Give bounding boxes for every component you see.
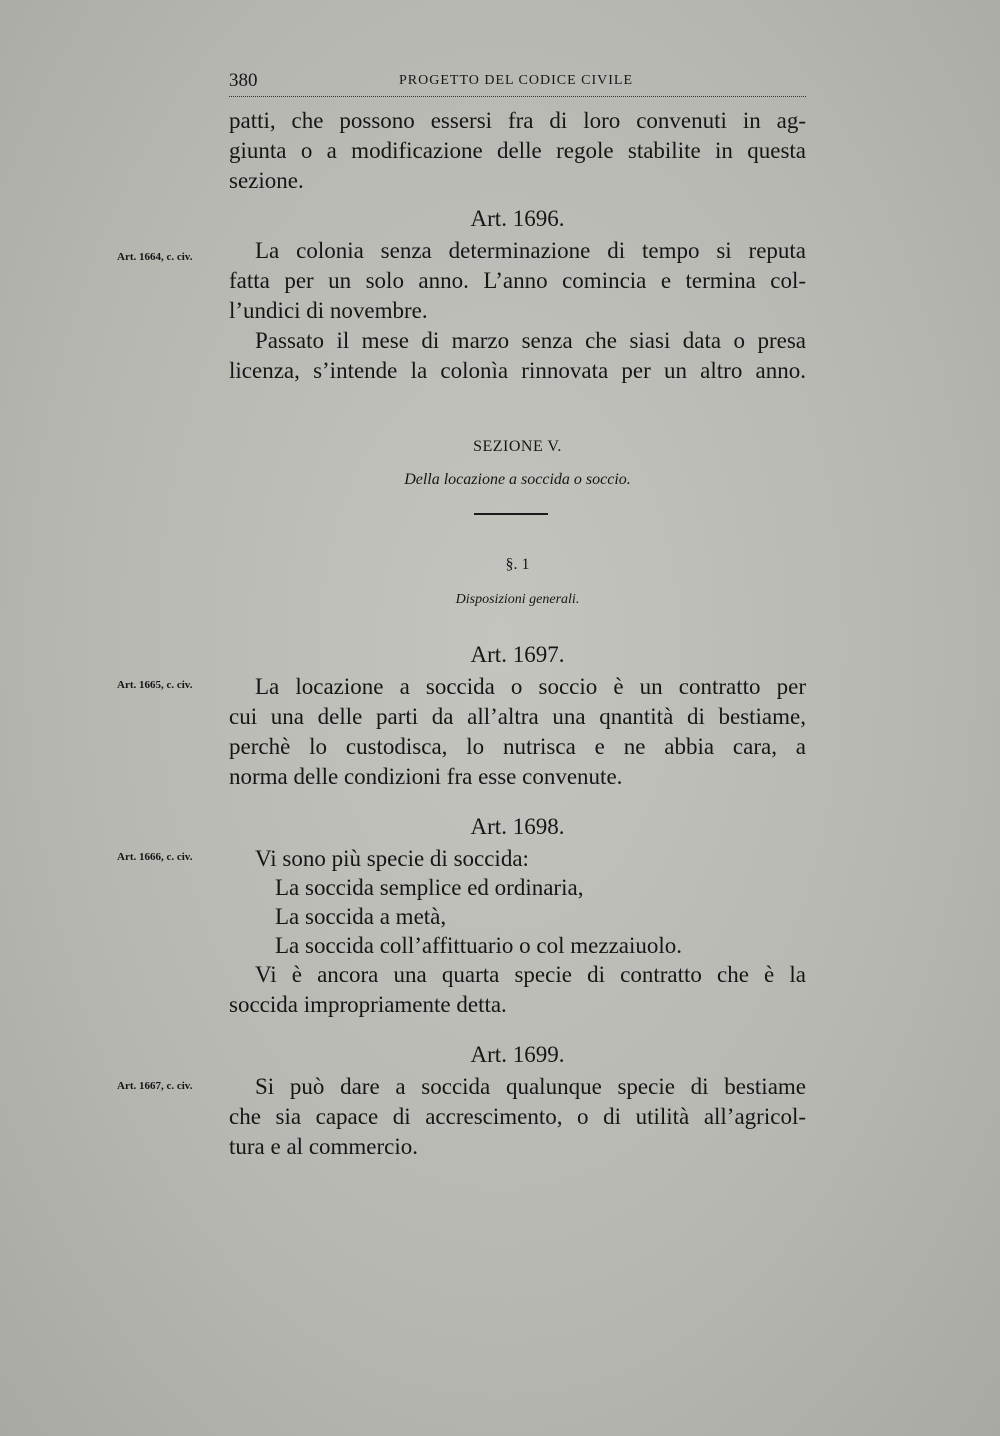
list-item: La soccida a metà, xyxy=(275,904,447,929)
section-title: SEZIONE V. xyxy=(473,438,562,455)
article-line: soccida impropriamente detta. xyxy=(229,992,507,1017)
intro-line: patti, che possono essersi fra di loro convenuti in ag- xyxy=(229,108,806,133)
article-line: Passato il mese di marzo senza che siasi data o presa xyxy=(255,328,806,353)
article-heading: Art. 1699. xyxy=(470,1042,565,1067)
margin-reference: Art. 1666, c. civ. xyxy=(117,851,193,863)
intro-line: giunta o a modificazione delle regole stabilite in questa xyxy=(229,138,806,163)
article-line: Vi sono più specie di soccida: xyxy=(255,846,529,871)
header-rule xyxy=(229,96,806,97)
article-line: perchè lo custodisca, lo nutrisca e ne abbia cara, a xyxy=(229,734,806,759)
running-title: PROGETTO DEL CODICE CIVILE xyxy=(399,73,634,88)
article-heading: Art. 1697. xyxy=(470,642,565,667)
article-line: norma delle condizioni fra esse convenute. xyxy=(229,764,623,789)
article-line: La locazione a soccida o soccio è un contratto per xyxy=(255,674,806,699)
running-header xyxy=(229,70,806,94)
section-subtitle: Della locazione a soccida o soccio. xyxy=(404,471,631,488)
article-line: che sia capace di accrescimento, o di utilità all’agricol- xyxy=(229,1104,806,1129)
article-line: tura e al commercio. xyxy=(229,1134,419,1159)
page-number: 380 xyxy=(229,70,258,91)
intro-line: sezione. xyxy=(229,168,304,193)
paragraph-title: Disposizioni generali. xyxy=(455,592,580,607)
margin-reference: Art. 1664, c. civ. xyxy=(117,251,193,263)
paragraph-mark: §. 1 xyxy=(505,556,530,573)
margin-reference: Art. 1667, c. civ. xyxy=(117,1080,193,1092)
section-divider xyxy=(474,513,548,515)
list-item: La soccida coll’affittuario o col mezzaiuolo. xyxy=(275,933,683,958)
list-item: La soccida semplice ed ordinaria, xyxy=(275,875,584,900)
article-line: Vi è ancora una quarta specie di contratto che è la xyxy=(255,962,806,987)
article-heading: Art. 1698. xyxy=(470,814,565,839)
article-line: licenza, s’intende la colonìa rinnovata per un altro anno. xyxy=(229,358,806,383)
margin-reference: Art. 1665, c. civ. xyxy=(117,679,193,691)
article-line: La colonia senza determinazione di tempo si reputa xyxy=(255,238,806,263)
article-line: l’undici di novembre. xyxy=(229,298,428,323)
article-line: fatta per un solo anno. L’anno comincia e termina col- xyxy=(229,268,806,293)
article-line: cui una delle parti da all’altra una qnantità di bestiame, xyxy=(229,704,806,729)
article-heading: Art. 1696. xyxy=(470,206,565,231)
article-line: Si può dare a soccida qualunque specie di bestiame xyxy=(255,1074,806,1099)
